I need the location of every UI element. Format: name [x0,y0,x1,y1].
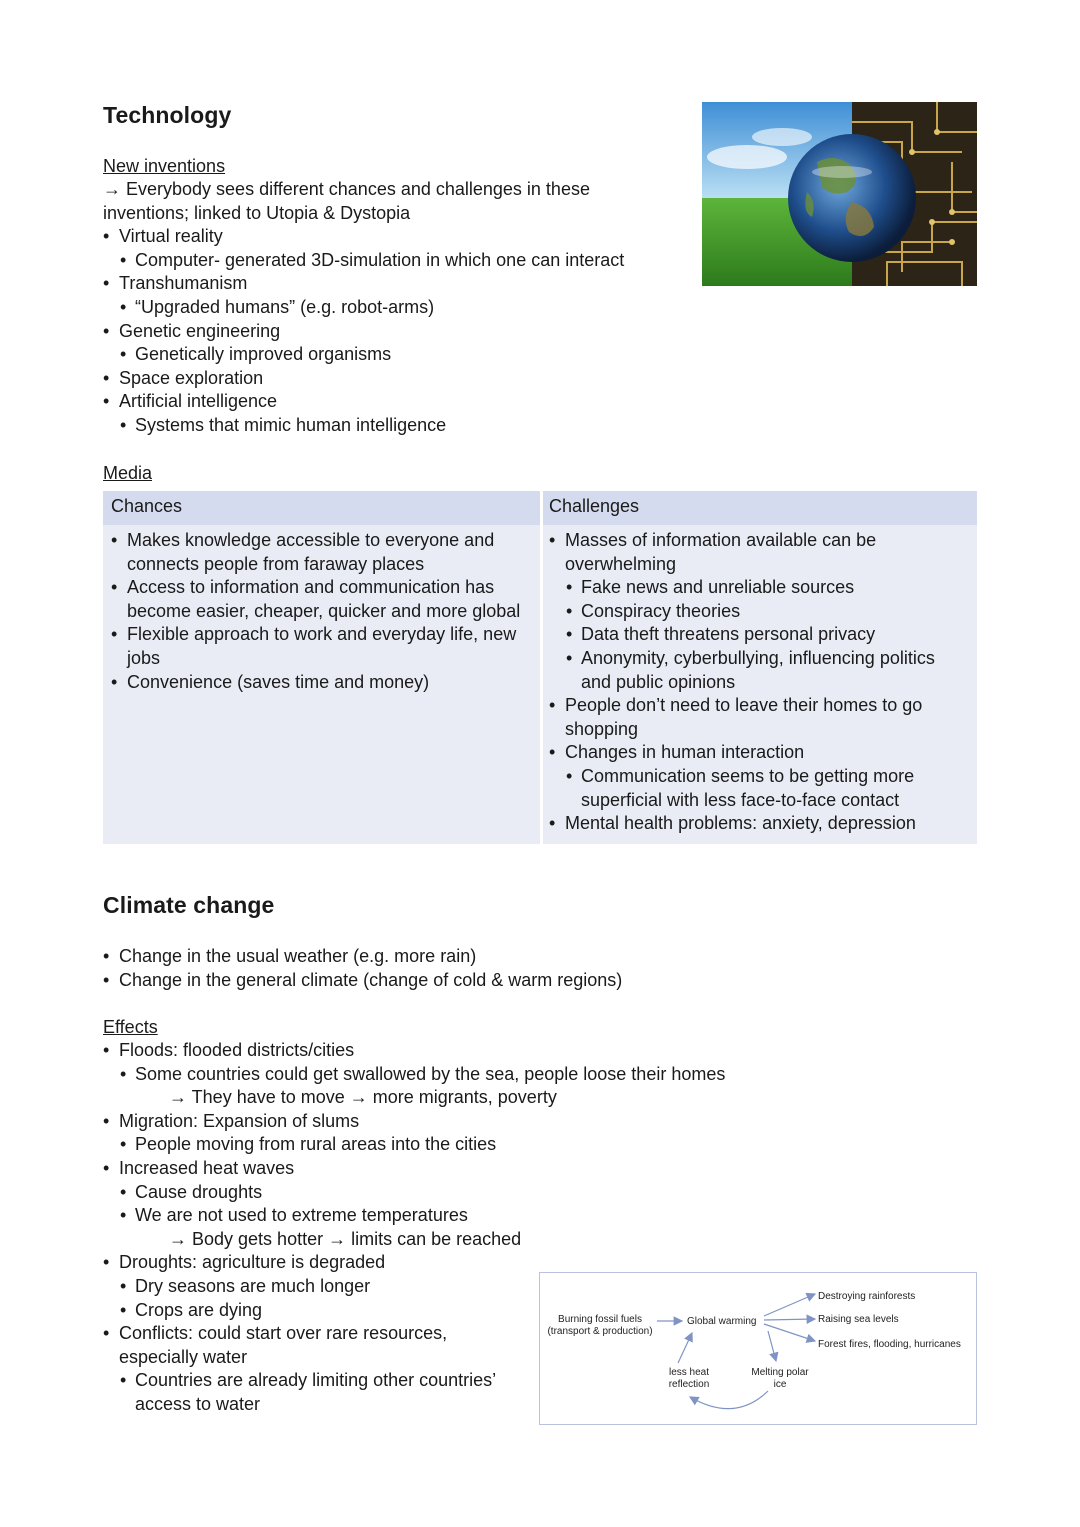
list-subitem: • Fake news and unreliable sources [549,576,935,600]
reflection-label-sub: reflection [668,1379,710,1390]
list-subitem: • Systems that mimic human intelligence [103,414,624,438]
list-subitem: • Some countries could get swallowed by the sea, people loose their homes [103,1063,725,1087]
new-inventions-list [103,178,624,438]
list-subitem: • Data theft threatens personal privacy [549,623,935,647]
climate-diagram [539,1272,977,1425]
technology-title: Technology [103,102,232,128]
column-divider [540,491,543,844]
list-item: • Artificial intelligence [103,390,624,414]
arrow [764,1294,815,1316]
list-item: • Droughts: agriculture is degraded [103,1251,725,1275]
list-subitem-cont: and public opinions [581,671,736,692]
reflection-label: less heat [668,1367,710,1378]
list-item: • Space exploration [103,367,624,391]
list-item: • Change in the usual weather (e.g. more rain) [103,945,622,969]
list-item-cont: become easier, cheaper, quicker and more global [127,600,521,621]
center-label: Global warming [687,1316,757,1327]
list-item: • Transhumanism [103,272,624,296]
list-item: • Virtual reality [103,225,624,249]
media-table [103,491,977,844]
list-item: • Genetic engineering [103,320,624,344]
list-subitem: • Countries are already limiting other countries’ [103,1369,725,1393]
arrow [764,1324,815,1341]
melting-label: Melting polar [751,1367,809,1378]
media-heading: Media [103,463,153,483]
arrow [690,1391,768,1409]
list-item: • Floods: flooded districts/cities [103,1039,725,1063]
list-subitem: • Anonymity, cyberbullying, influencing politics [549,647,935,671]
list-subitem: • Computer- generated 3D-simulation in which one can interact [103,249,624,273]
climate-title: Climate change [103,892,275,918]
list-item: • Conflicts: could start over rare resources, [103,1322,725,1346]
list-item: • Changes in human interaction [549,741,935,765]
effects-heading: Effects [103,1017,158,1037]
arrow [678,1333,692,1363]
list-subitem: • People moving from rural areas into the cities [103,1133,725,1157]
list-item: • Makes knowledge accessible to everyone and [111,529,520,553]
effect-label: Raising sea levels [818,1314,899,1325]
intro-line: inventions; linked to Utopia & Dystopia [103,202,411,223]
challenges-header: Challenges [549,496,640,516]
chances-header: Chances [111,496,183,516]
list-subitem: • Crops are dying [103,1299,725,1323]
melting-label-sub: ice [773,1379,787,1390]
list-item: • Change in the general climate (change of cold & warm regions) [103,969,622,993]
list-item-cont: connects people from faraway places [127,553,425,574]
list-subitem: • We are not used to extreme temperatures [103,1204,725,1228]
list-subitem: • Cause droughts [103,1181,725,1205]
list-item-cont: especially water [119,1346,248,1367]
list-subitem: • Conspiracy theories [549,600,935,624]
list-item: • Increased heat waves [103,1157,725,1181]
effect-label: Destroying rainforests [818,1291,916,1302]
list-subitem: • Communication seems to be getting more [549,765,935,789]
list-subitem: • Genetically improved organisms [103,343,624,367]
list-item: • Convenience (saves time and money) [111,671,520,695]
list-subitem: • Dry seasons are much longer [103,1275,725,1299]
list-arrow-item: → They have to move → more migrants, poverty [169,1087,557,1108]
climate-definitions [103,945,622,992]
list-item: • Masses of information available can be [549,529,935,553]
chances-list [111,529,520,694]
list-subitem: • “Upgraded humans” (e.g. robot-arms) [103,296,624,320]
list-arrow-item: → Body gets hotter → limits can be reached [169,1228,522,1249]
list-subitem-cont: superficial with less face-to-face contact [581,789,900,810]
list-item-cont: overwhelming [565,553,677,574]
challenges-list [549,529,935,836]
list-item-cont: jobs [127,647,161,668]
list-item: • Migration: Expansion of slums [103,1110,725,1134]
list-item: • Flexible approach to work and everyday life, new [111,623,520,647]
new-inventions-heading: New inventions [103,156,226,176]
list-subitem-cont: access to water [135,1393,261,1414]
source-label-sub: (transport & production) [547,1326,653,1337]
list-item: • Mental health problems: anxiety, depression [549,812,935,836]
arrow [768,1331,776,1361]
source-label: Burning fossil fuels [558,1314,642,1325]
arrow [764,1319,815,1320]
list-item: • People don’t need to leave their homes to go [549,694,935,718]
intro-line: → Everybody sees different chances and challenges in these [103,179,590,199]
effect-label: Forest fires, flooding, hurricanes [818,1339,961,1350]
list-item: • Access to information and communication has [111,576,520,600]
list-item-cont: shopping [565,718,639,739]
earth-circuit-image [702,102,977,286]
